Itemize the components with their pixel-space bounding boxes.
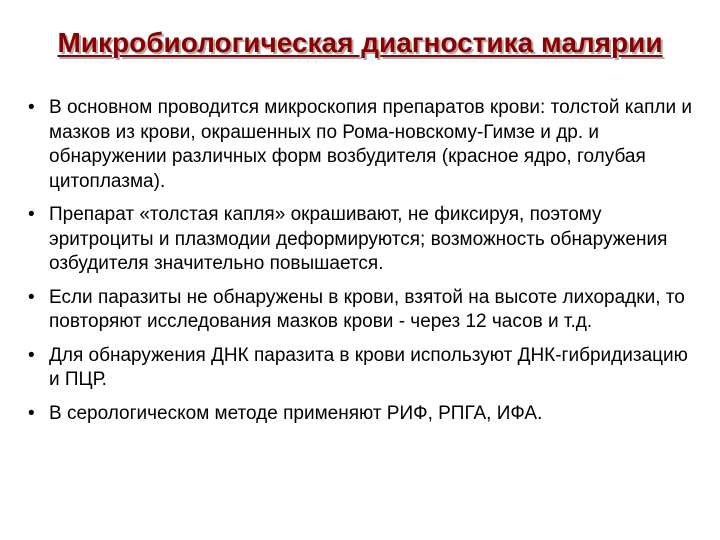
bullet-icon: •	[28, 286, 35, 308]
bullet-text: Препарат «толстая капля» окрашивают, не фиксируя, поэтому эритроциты и плазмодии деформируются; возможность обнаружения озбудителя значительно повышается.	[49, 204, 668, 274]
bullet-text: Для обнаружения ДНК паразита в крови используют ДНК-гибридизацию и ПЦР.	[49, 344, 688, 390]
list-item	[28, 203, 700, 277]
list-item	[28, 286, 700, 335]
bullet-icon: •	[28, 344, 35, 366]
list-item	[28, 402, 700, 427]
bullet-icon: •	[28, 97, 35, 118]
list-item	[28, 96, 700, 194]
slide-title: Микробиологическая диагностика малярии	[57, 27, 663, 58]
bullet-list	[28, 96, 700, 435]
bullet-icon: •	[28, 402, 35, 424]
list-item	[28, 344, 700, 393]
bullet-icon: •	[28, 204, 35, 225]
bullet-text: Если паразиты не обнаружены в крови, взятой на высоте лихорадки, то повторяют исследования мазков крови - через 12 часов и т.д.	[49, 286, 685, 332]
bullet-text: В основном проводится микроскопия препаратов крови: толстой капли и мазков из крови, окрашенных по Рома-новскому-Гимзе и др. и обнаружении различных форм возбудителя (красное ядро, голубая цитоплазма).	[49, 97, 692, 192]
bullet-text: В серологическом методе применяют РИФ, РПГА, ИФА.	[49, 402, 543, 424]
